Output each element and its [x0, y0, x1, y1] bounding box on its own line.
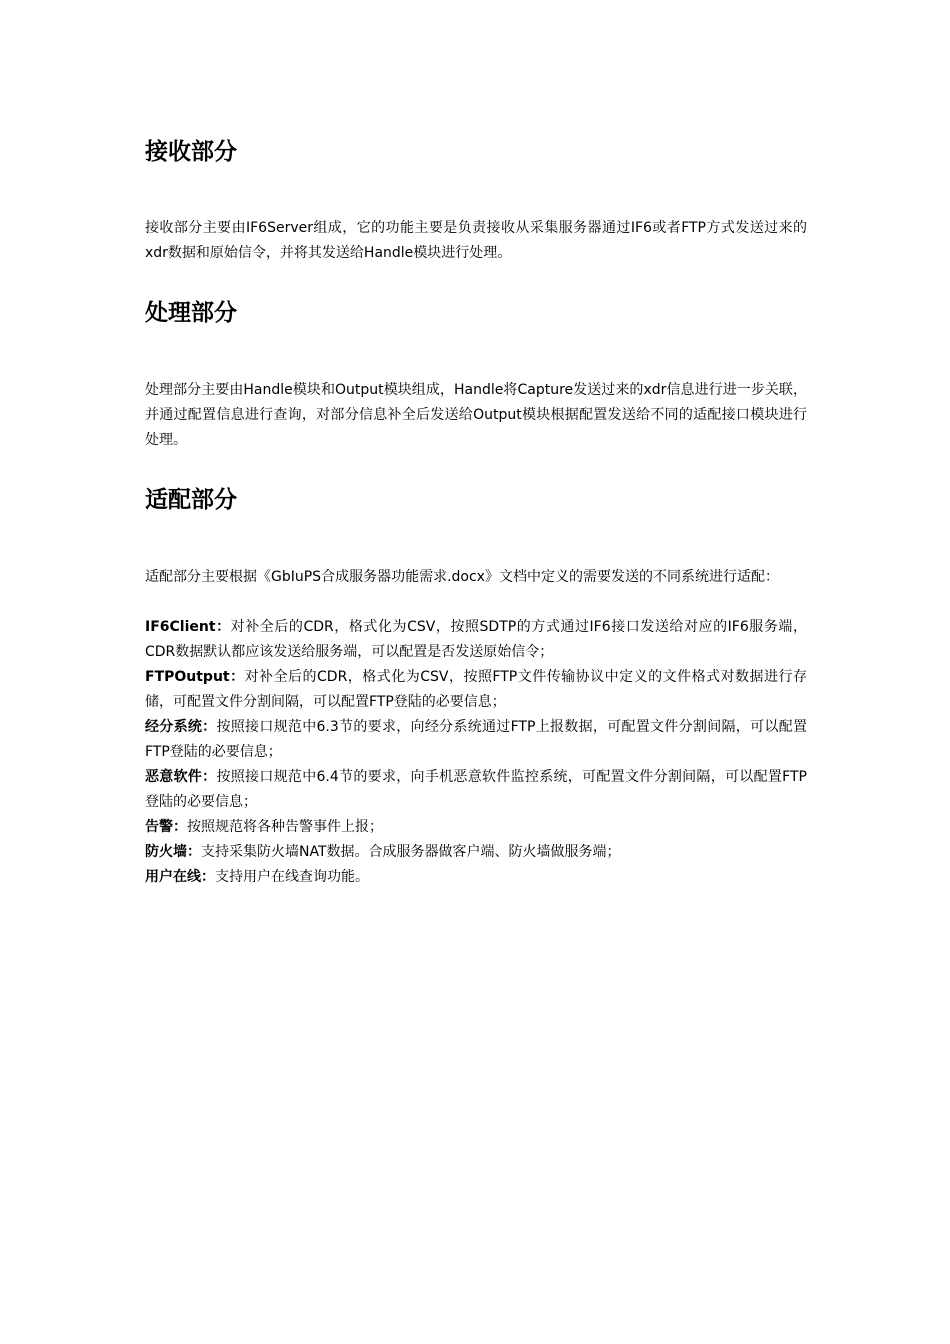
- adapt-item-term: 经分系统：: [145, 719, 217, 735]
- section-heading-process: 处理部分: [145, 300, 237, 326]
- adapt-item-term: IF6Client：: [145, 619, 231, 635]
- section-heading-receive: 接收部分: [145, 139, 237, 165]
- adapt-item-term: 恶意软件：: [145, 769, 217, 785]
- adapt-item-text: 按照规范将各种告警事件上报；: [187, 819, 383, 835]
- adapt-item-ftpoutput: [145, 665, 807, 715]
- adapt-item-text: 按照接口规范中6.4节的要求，向手机恶意软件监控系统，可配置文件分割间隔，可以配置FTP登陆的必要信息；: [145, 769, 807, 810]
- adapt-item-firewall: [145, 840, 807, 865]
- adapt-item-text: 支持用户在线查询功能。: [215, 869, 369, 885]
- adapt-item-term: 防火墙：: [145, 844, 201, 860]
- adapt-item-malware: [145, 765, 807, 815]
- section-paragraph-adapt: 适配部分主要根据《GbIuPS合成服务器功能需求.docx》文档中定义的需要发送的不同系统进行适配：: [145, 569, 779, 585]
- section-paragraph-receive: 接收部分主要由IF6Server组成，它的功能主要是负责接收从采集服务器通过IF6或者FTP方式发送过来的xdr数据和原始信令，并将其发送给Handle模块进行处理。: [145, 220, 807, 261]
- section-heading-adapt: 适配部分: [145, 487, 237, 513]
- adapt-item-alarm: [145, 815, 807, 840]
- section-paragraph-process: 处理部分主要由Handle模块和Output模块组成，Handle将Capture发送过来的xdr信息进行进一步关联，并通过配置信息进行查询，对部分信息补全后发送给Output模块根据配置发送给不同的适配接口模块进行处理。: [145, 382, 807, 448]
- adapt-item-text: 对补全后的CDR，格式化为CSV，按照FTP文件传输协议中定义的文件格式对数据进行存储，可配置文件分割间隔，可以配置FTP登陆的必要信息；: [145, 669, 807, 710]
- adapt-item-term: 用户在线：: [145, 869, 215, 885]
- adapt-item-text: 对补全后的CDR，格式化为CSV，按照SDTP的方式通过IF6接口发送给对应的IF6服务端，CDR数据默认都应该发送给服务端，可以配置是否发送原始信令；: [145, 619, 807, 660]
- adapt-item-text: 支持采集防火墙NAT数据。合成服务器做客户端、防火墙做服务端；: [201, 844, 621, 860]
- adapt-item-if6client: [145, 615, 807, 665]
- adapt-item-term: FTPOutput：: [145, 669, 245, 685]
- adapt-item-analysis-system: [145, 715, 807, 765]
- adapt-item-user-online: [145, 865, 807, 890]
- adapt-item-term: 告警：: [145, 819, 187, 835]
- adapt-item-text: 按照接口规范中6.3节的要求，向经分系统通过FTP上报数据，可配置文件分割间隔，可以配置FTP登陆的必要信息；: [145, 719, 807, 760]
